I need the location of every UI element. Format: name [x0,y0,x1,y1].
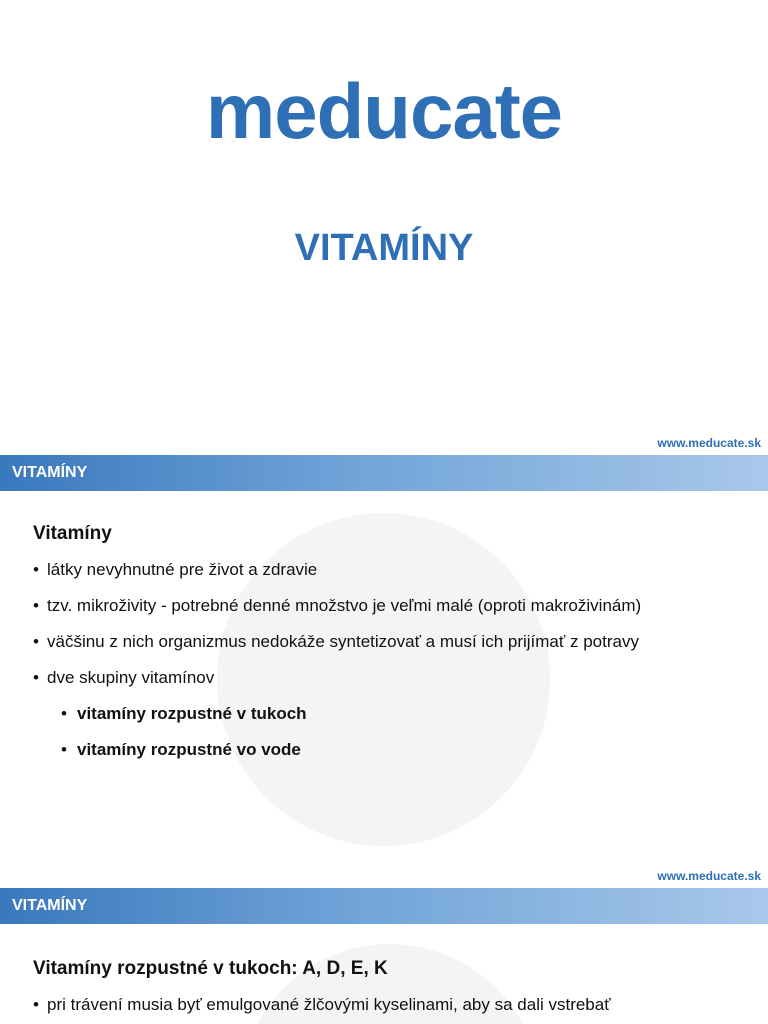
content-slide-fat-soluble [0,865,768,1024]
section-header-band [0,888,768,924]
site-url[interactable]: www.meducate.sk [657,436,761,450]
content-slide-vitaminy [0,432,768,865]
bullet-item-groups [33,667,758,761]
bullet-item-text: dve skupiny vitamínov [47,668,215,687]
section-header-label: VITAMÍNY [12,464,88,481]
slide-heading: Vitamíny rozpustné v tukoch: A, D, E, K [33,958,388,979]
slide-heading: Vitamíny [33,523,112,544]
bullet-item: • väčšinu z nich organizmus nedokáže syntetizovať a musí ich prijímať z potravy [33,631,758,653]
bullet-list [33,994,758,1016]
cover-title: VITAMÍNY [294,227,474,269]
cover-slide [0,0,768,432]
bullet-item: • látky nevyhnutné pre život a zdravie [33,559,758,581]
sub-bullet-item: • vitamíny rozpustné v tukoch [61,703,758,725]
bullet-list [33,559,758,761]
slide-content [33,958,758,1024]
section-header-band [0,455,768,491]
brand-logo: meducate [205,67,563,155]
site-url[interactable]: www.meducate.sk [657,869,761,883]
bullet-item: • tzv. mikroživity - potrebné denné množstvo je veľmi malé (oproti makroživinám) [33,595,758,617]
section-header-label: VITAMÍNY [12,897,88,914]
sub-bullet-item: • vitamíny rozpustné vo vode [61,739,758,761]
sub-bullet-list [61,703,758,761]
bullet-item: • pri trávení musia byť emulgované žlčovými kyselinami, aby sa dali vstrebať [33,994,758,1016]
slide-content [33,523,758,775]
